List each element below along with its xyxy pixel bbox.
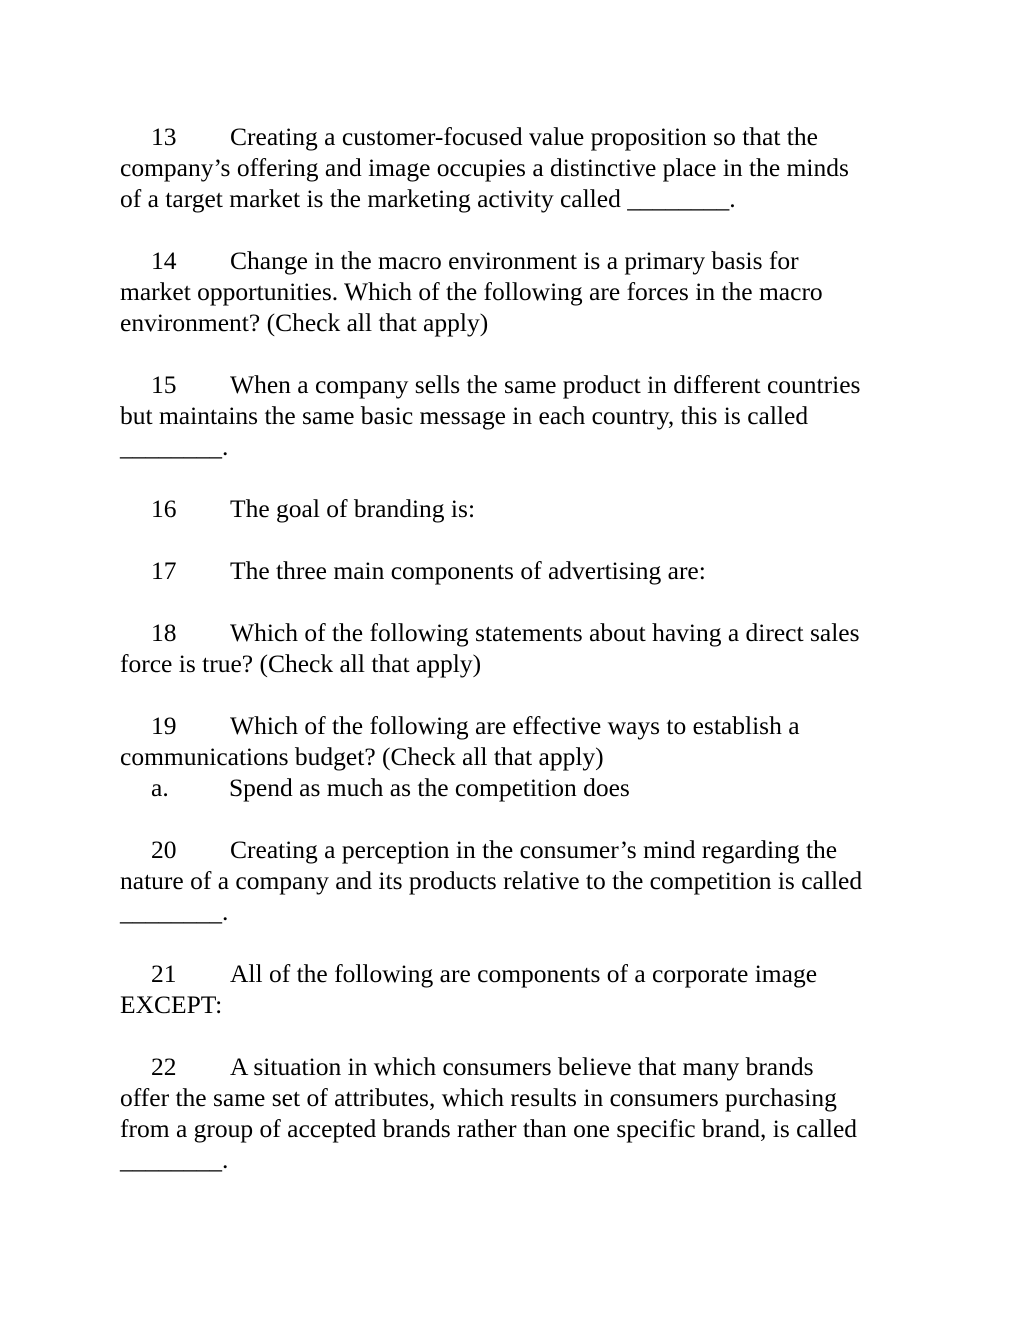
question-text: ________. <box>120 432 229 461</box>
question-16 <box>120 493 910 524</box>
question-first-line <box>120 369 910 400</box>
question-first-line <box>120 245 910 276</box>
question-text: company’s offering and image occupies a distinctive place in the minds <box>120 153 849 182</box>
answer-option <box>120 772 910 803</box>
question-first-line <box>120 493 910 524</box>
question-text: Creating a customer-focused value proposition so that the <box>230 122 818 151</box>
question-text: All of the following are components of a corporate image <box>230 959 818 988</box>
question-first-line <box>120 834 910 865</box>
answer-option-text: Spend as much as the competition does <box>229 773 630 802</box>
question-first-line <box>120 958 910 989</box>
question-first-line <box>120 710 910 741</box>
question-text: Change in the macro environment is a primary basis for <box>230 246 799 275</box>
question-text: from a group of accepted brands rather than one specific brand, is called <box>120 1114 858 1143</box>
question-number: 16 <box>151 494 177 523</box>
question-text: The goal of branding is: <box>230 494 476 523</box>
question-22 <box>120 1051 910 1175</box>
question-number: 13 <box>151 122 177 151</box>
question-text: nature of a company and its products relative to the competition is called <box>120 866 863 895</box>
question-18 <box>120 617 910 679</box>
question-number: 14 <box>151 246 177 275</box>
question-text: force is true? (Check all that apply) <box>120 649 482 678</box>
question-14 <box>120 245 910 338</box>
question-text: ________. <box>120 1145 229 1174</box>
question-text: of a target market is the marketing activity called ________. <box>120 184 736 213</box>
question-text: Which of the following statements about having a direct sales <box>230 618 860 647</box>
question-text: market opportunities. Which of the following are forces in the macro <box>120 277 823 306</box>
answer-option-letter: a. <box>151 773 169 802</box>
question-21 <box>120 958 910 1020</box>
question-text: The three main components of advertising are: <box>230 556 706 585</box>
question-text: but maintains the same basic message in each country, this is called <box>120 401 809 430</box>
question-text: offer the same set of attributes, which results in consumers purchasing <box>120 1083 837 1112</box>
question-17 <box>120 555 910 586</box>
question-number: 19 <box>151 711 177 740</box>
question-15 <box>120 369 910 462</box>
question-20 <box>120 834 910 927</box>
question-text: ________. <box>120 897 229 926</box>
document-page <box>120 121 910 1206</box>
question-first-line <box>120 617 910 648</box>
question-number: 20 <box>151 835 177 864</box>
question-number: 18 <box>151 618 177 647</box>
question-text: EXCEPT: <box>120 990 223 1019</box>
question-number: 17 <box>151 556 177 585</box>
question-19 <box>120 710 910 803</box>
question-text: communications budget? (Check all that apply) <box>120 742 604 771</box>
question-number: 15 <box>151 370 177 399</box>
question-text: Which of the following are effective ways to establish a <box>230 711 800 740</box>
question-text: When a company sells the same product in different countries <box>230 370 861 399</box>
question-number: 22 <box>151 1052 177 1081</box>
question-first-line <box>120 1051 910 1082</box>
question-first-line <box>120 121 910 152</box>
question-text: environment? (Check all that apply) <box>120 308 489 337</box>
question-number: 21 <box>151 959 177 988</box>
question-text: Creating a perception in the consumer’s mind regarding the <box>230 835 838 864</box>
question-first-line <box>120 555 910 586</box>
question-text: A situation in which consumers believe that many brands <box>230 1052 814 1081</box>
question-13 <box>120 121 910 214</box>
